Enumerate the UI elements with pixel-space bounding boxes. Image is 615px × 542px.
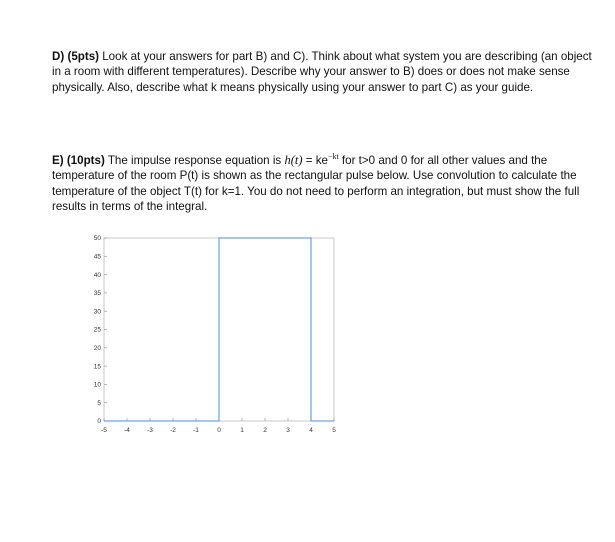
x-tick-label: -4 [124,427,130,434]
y-tick-label: 35 [93,290,101,298]
x-tick-label: 5 [332,427,336,434]
part-d-text: Look at your answers for part B) and C). Think about what system you are describing (an object in a room with different temperatures). Describe why your answer to B) does or does not make sense physically. Also, describe what k means physically using your answer to part C) as your guide. [52,50,592,94]
y-tick-label: 50 [93,235,101,243]
impulse-response-rhs: = ke [302,154,328,167]
y-axis-ticks [94,235,107,425]
y-tick-label: 40 [93,271,101,279]
y-tick-label: 15 [93,363,101,371]
y-tick-label: 20 [93,345,101,352]
part-e-label: E) (10pts) [52,154,105,167]
x-tick-label: 3 [286,427,290,434]
y-tick-label: 45 [93,253,101,261]
part-e-text-2: for t>0 and 0 for all other values and the temperature of the room P(t) is shown as the rectangular pulse below. Use convolution to calculate the temperature of the object T(t) for k=1. You do not need to perform an integration, but must show the full results in terms of the integral. [52,154,580,213]
x-tick-label: 2 [263,427,267,434]
y-tick-label: 10 [93,381,101,389]
part-e-text-1: The impulse response equation is [104,154,285,167]
impulse-response-lhs: h(t) [284,153,303,167]
y-tick-label: 25 [93,326,101,334]
impulse-response-exponent: −kt [327,152,339,161]
pulse-series-line [104,238,334,421]
part-d-label: D) (5pts) [52,50,100,63]
y-tick-label: 0 [97,418,101,426]
x-tick-label: -1 [193,427,199,434]
x-tick-label: -2 [170,427,176,434]
x-tick-label: 1 [240,427,244,434]
x-tick-label: -5 [101,427,107,434]
y-tick-label: 5 [97,399,101,407]
x-tick-label: -3 [147,427,153,434]
y-tick-label: 30 [93,308,101,316]
x-tick-label: 4 [309,427,313,434]
x-tick-label: 0 [217,427,221,434]
